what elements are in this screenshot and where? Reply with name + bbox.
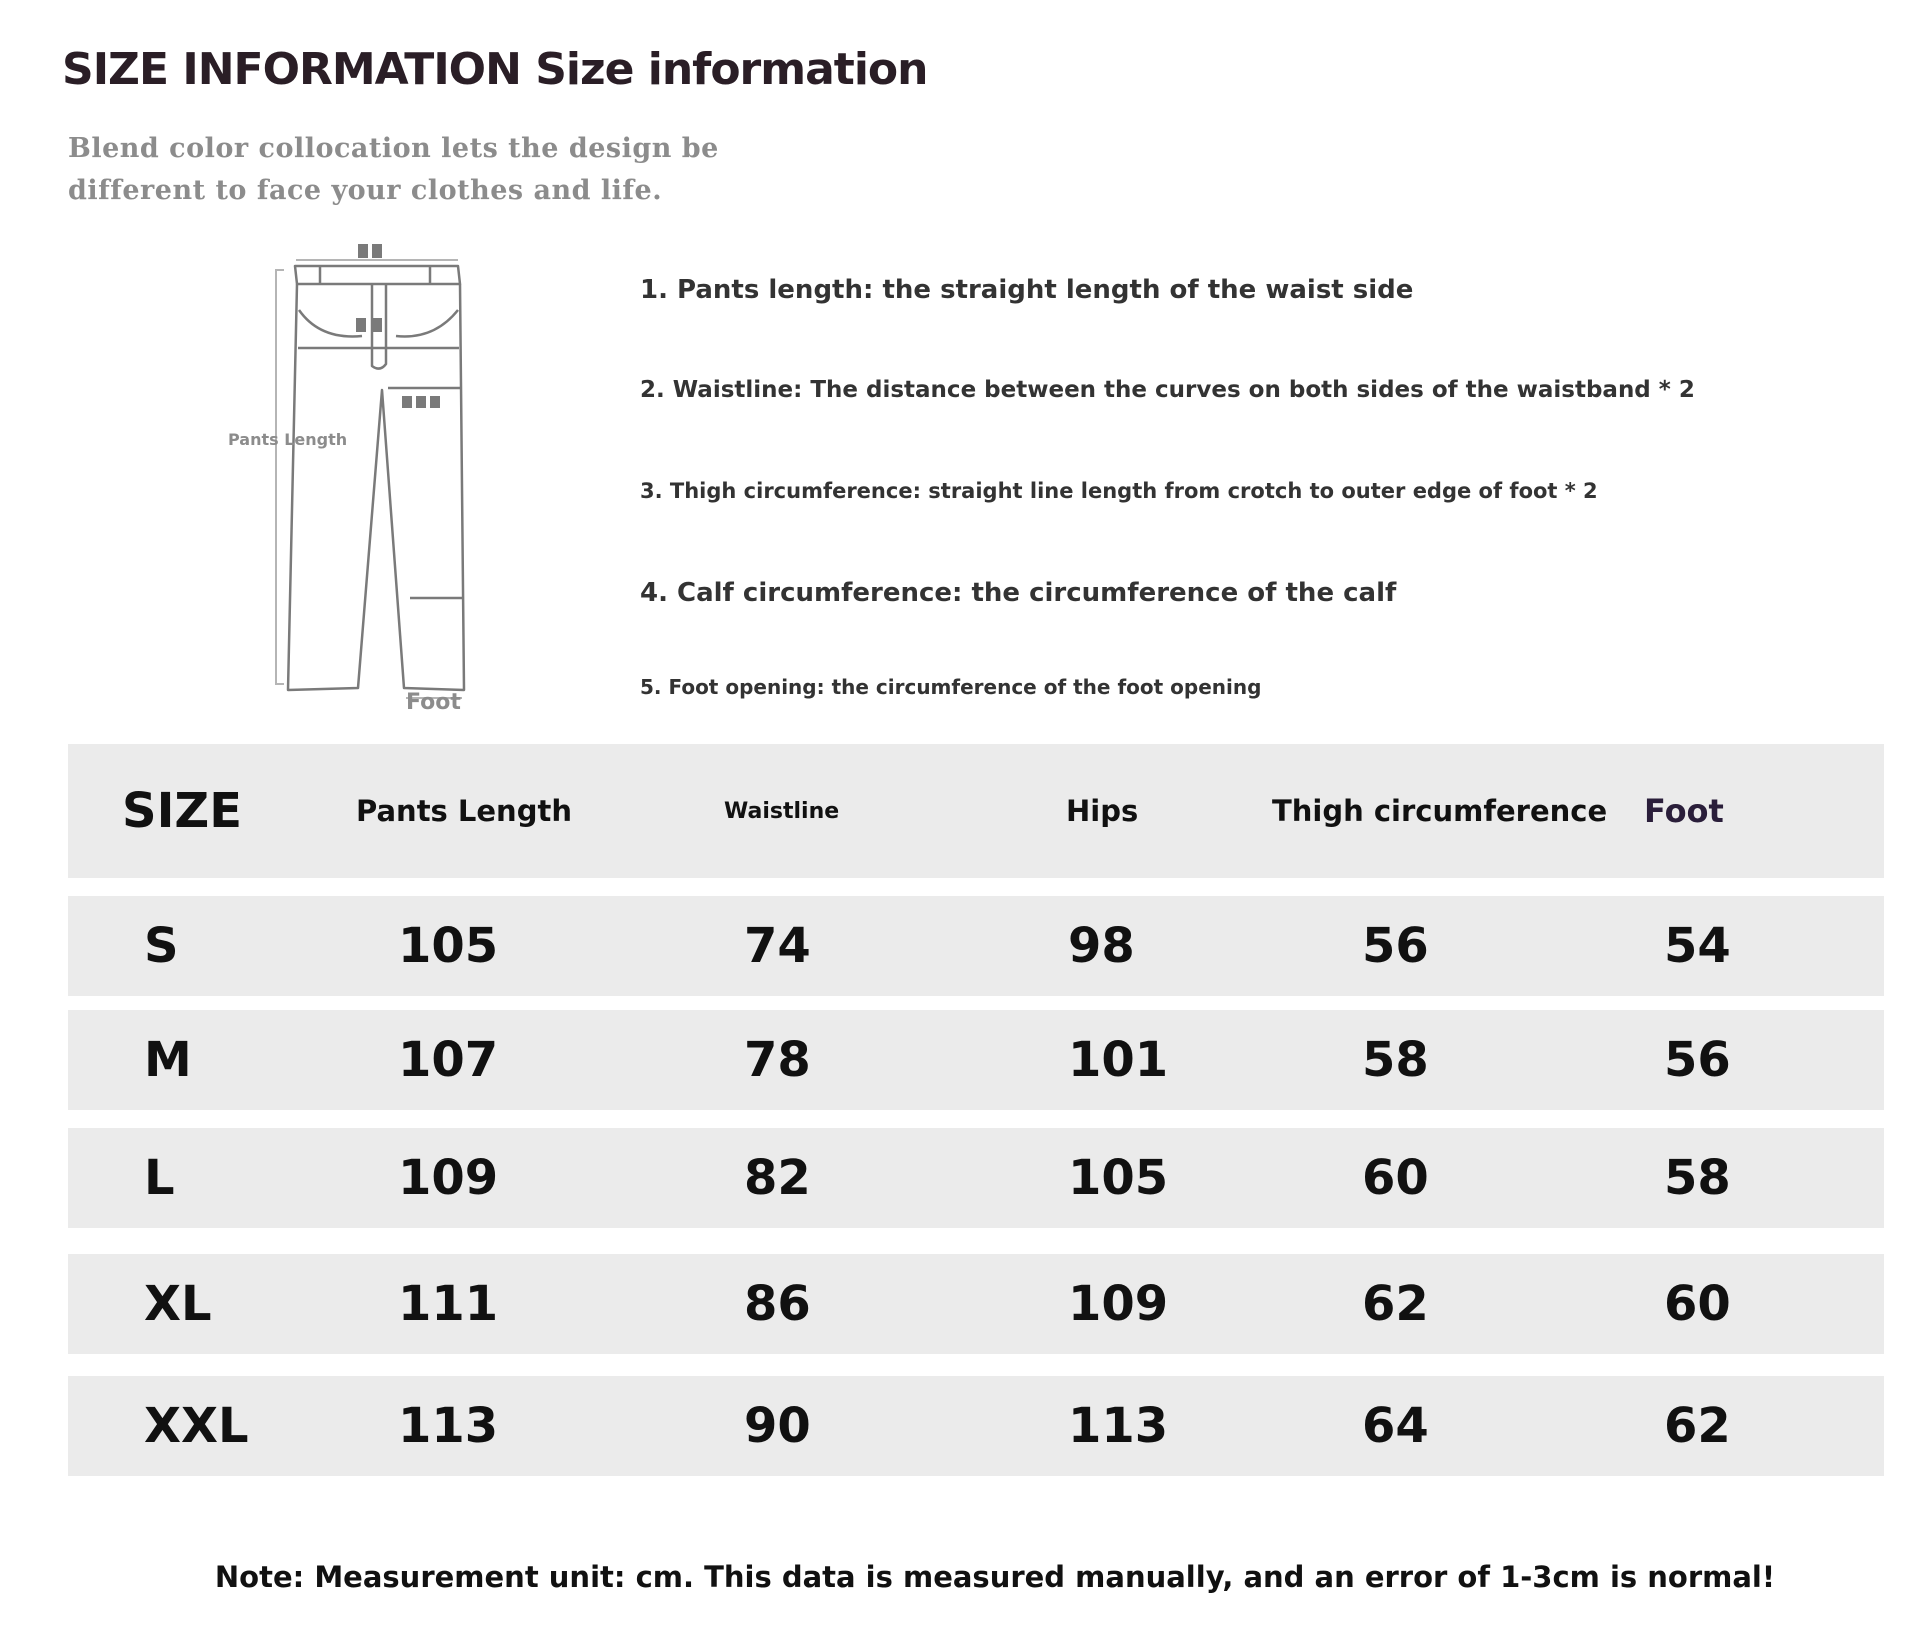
- cell-pants-length: 105: [398, 918, 499, 974]
- header-thigh-circumference: Thigh circumference: [1272, 794, 1608, 828]
- cell-hips: 109: [1068, 1276, 1169, 1332]
- cell-waistline: 90: [744, 1398, 811, 1454]
- cell-thigh: 58: [1362, 1032, 1429, 1088]
- cell-thigh: 62: [1362, 1276, 1429, 1332]
- cell-foot: 62: [1664, 1398, 1731, 1454]
- cell-size: XXL: [144, 1398, 249, 1454]
- cell-waistline: 82: [744, 1150, 811, 1206]
- cell-foot: 60: [1664, 1276, 1731, 1332]
- cell-size: S: [144, 918, 179, 974]
- note-thigh: 3. Thigh circumference: straight line length from crotch to outer edge of foot * 2: [640, 479, 1598, 503]
- cell-pants-length: 107: [398, 1032, 499, 1088]
- table-header-row: [68, 744, 1884, 878]
- measurement-footnote: Note: Measurement unit: cm. This data is measured manually, and an error of 1-3cm is normal!: [214, 1560, 1776, 1594]
- pants-length-label: Pants Length: [228, 430, 348, 449]
- cell-pants-length: 111: [398, 1276, 499, 1332]
- header-hips: Hips: [1066, 794, 1139, 828]
- cell-thigh: 64: [1362, 1398, 1429, 1454]
- table-row: [68, 1128, 1884, 1228]
- header-pants-length: Pants Length: [356, 794, 572, 828]
- note-foot-opening: 5. Foot opening: the circumference of the foot opening: [640, 675, 1262, 699]
- note-calf: 4. Calf circumference: the circumference of the calf: [640, 578, 1397, 608]
- table-row: [68, 1254, 1884, 1354]
- cell-hips: 101: [1068, 1032, 1169, 1088]
- page-title: SIZE INFORMATION Size information: [62, 44, 928, 95]
- cell-foot: 58: [1664, 1150, 1731, 1206]
- cell-hips: 113: [1068, 1398, 1169, 1454]
- cell-waistline: 86: [744, 1276, 811, 1332]
- pants-outline-icon: [220, 240, 480, 720]
- cell-pants-length: 113: [398, 1398, 499, 1454]
- table-row: [68, 1376, 1884, 1476]
- header-foot: Foot: [1644, 792, 1724, 830]
- header-waistline: Waistline: [724, 798, 840, 824]
- cell-foot: 56: [1664, 1032, 1731, 1088]
- cell-waistline: 74: [744, 918, 811, 974]
- table-row: [68, 896, 1884, 996]
- table-row: [68, 1010, 1884, 1110]
- cell-hips: 105: [1068, 1150, 1169, 1206]
- cell-pants-length: 109: [398, 1150, 499, 1206]
- cell-size: XL: [144, 1276, 212, 1332]
- cell-hips: 98: [1068, 918, 1135, 974]
- cell-foot: 54: [1664, 918, 1731, 974]
- cell-thigh: 60: [1362, 1150, 1429, 1206]
- tagline: Blend color collocation lets the design be different to face your clothes and life.: [68, 133, 719, 206]
- cell-thigh: 56: [1362, 918, 1429, 974]
- cell-size: L: [144, 1150, 175, 1206]
- cell-waistline: 78: [744, 1032, 811, 1088]
- foot-label: Foot: [406, 690, 461, 715]
- pants-diagram: [220, 240, 480, 720]
- cell-size: M: [144, 1032, 192, 1088]
- header-size: SIZE: [122, 783, 243, 839]
- note-pants-length: 1. Pants length: the straight length of the waist side: [640, 275, 1414, 305]
- note-waistline: 2. Waistline: The distance between the curves on both sides of the waistband * 2: [640, 377, 1695, 403]
